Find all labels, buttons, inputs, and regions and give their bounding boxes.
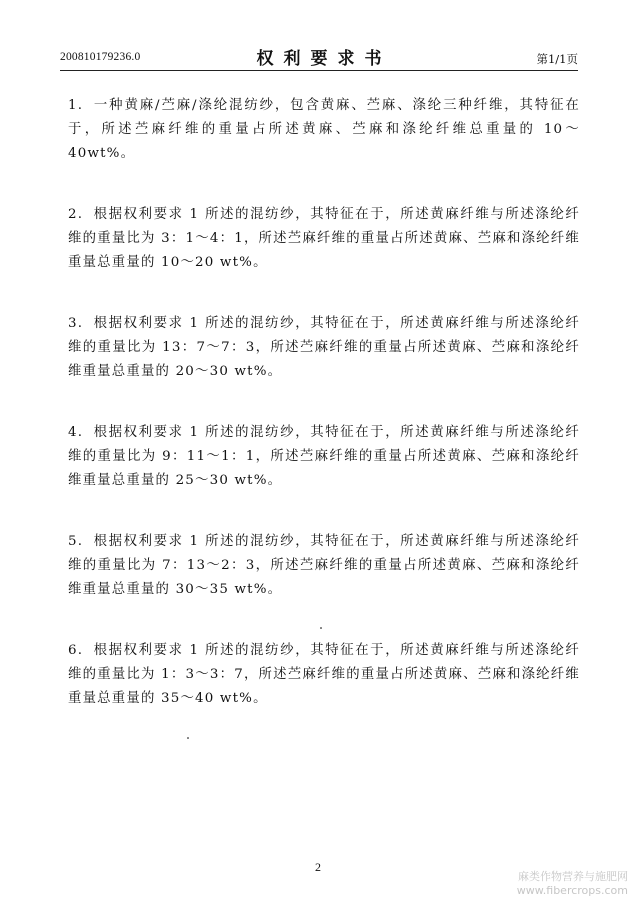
document-title: 权利要求书 — [256, 49, 392, 69]
claim-number: 6. — [68, 643, 84, 658]
scan-speck — [320, 627, 322, 629]
page-header — [60, 44, 578, 70]
page-indicator: 第1/1页 — [536, 52, 578, 66]
claim-6 — [68, 639, 580, 711]
claim-text: 一种黄麻/苎麻/涤纶混纺纱，包含黄麻、苎麻、涤纶三种纤维，其特征在于，所述苎麻纤维的重量占所述黄麻、苎麻和涤纶纤维总重量的 10～40wt%。 — [68, 98, 580, 161]
claim-3 — [68, 312, 580, 384]
application-number: 200810179236.0 — [60, 51, 141, 63]
claim-text: 根据权利要求 1 所述的混纺纱，其特征在于，所述黄麻纤维与所述涤纶纤维的重量比为 13：7～7：3，所述苎麻纤维的重量占所述黄麻、苎麻和涤纶纤维重量总重量的 20～30 wt%。 — [68, 316, 580, 379]
watermark-url: www.fibercrops.com — [516, 884, 628, 897]
claim-4 — [68, 421, 580, 493]
scan-speck — [187, 737, 189, 739]
claim-1 — [68, 94, 580, 166]
claim-number: 3. — [68, 316, 84, 331]
claim-number: 5. — [68, 534, 84, 549]
watermark-title: 麻类作物营养与施肥网 — [518, 870, 628, 883]
header-divider — [60, 70, 578, 71]
claim-number: 1. — [68, 98, 84, 113]
claim-text: 根据权利要求 1 所述的混纺纱，其特征在于，所述黄麻纤维与所述涤纶纤维的重量比为 9：11～1：1，所述苎麻纤维的重量占所述黄麻、苎麻和涤纶纤维重量总重量的 25～30 wt%。 — [68, 425, 580, 488]
claim-text: 根据权利要求 1 所述的混纺纱，其特征在于，所述黄麻纤维与所述涤纶纤维的重量比为 7：13～2：3，所述苎麻纤维的重量占所述黄麻、苎麻和涤纶纤维重量总重量的 30～35 wt%。 — [68, 534, 580, 597]
claim-number: 4. — [68, 425, 84, 440]
claim-text: 根据权利要求 1 所述的混纺纱，其特征在于，所述黄麻纤维与所述涤纶纤维的重量比为 1：3～3：7，所述苎麻纤维的重量占所述黄麻、苎麻和涤纶纤维重量总重量的 35～40 wt%。 — [68, 643, 580, 706]
claim-5 — [68, 530, 580, 602]
claim-2 — [68, 203, 580, 275]
page-number: 2 — [315, 860, 321, 874]
site-watermark — [517, 870, 628, 898]
claim-text: 根据权利要求 1 所述的混纺纱，其特征在于，所述黄麻纤维与所述涤纶纤维的重量比为 3：1～4：1，所述苎麻纤维的重量占所述黄麻、苎麻和涤纶纤维重量总重量的 10～20 wt%。 — [68, 207, 580, 270]
claim-number: 2. — [68, 207, 84, 222]
claims-list — [68, 94, 580, 748]
